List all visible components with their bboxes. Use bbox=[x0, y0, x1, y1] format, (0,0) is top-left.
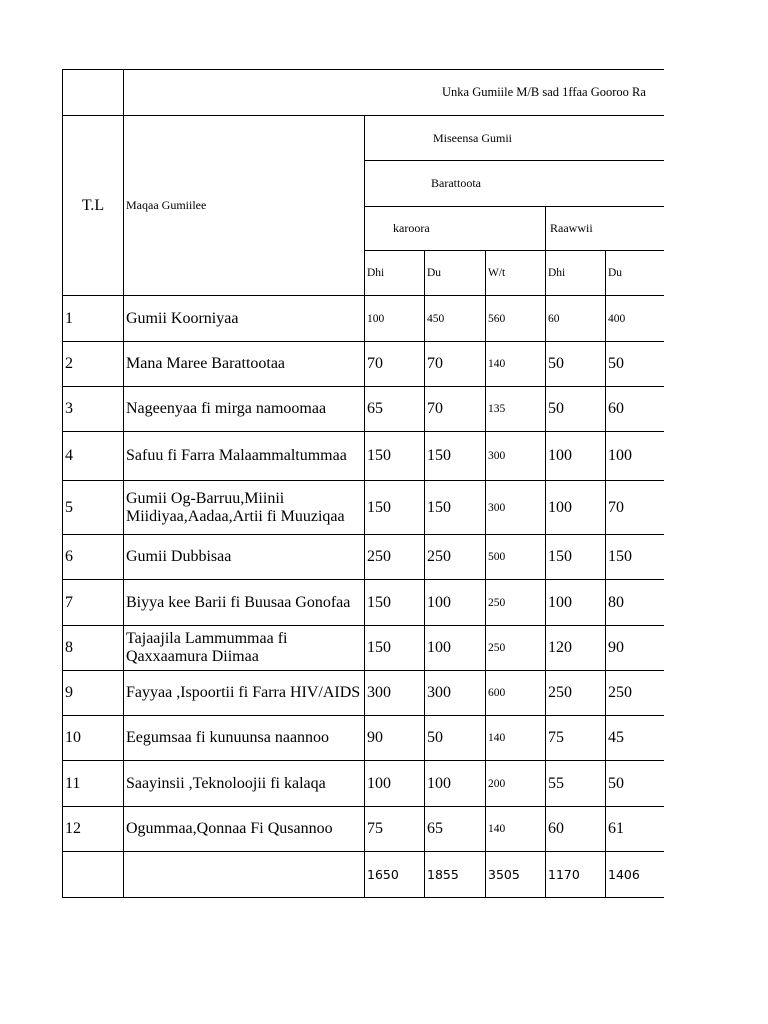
cell-r-du: 50 bbox=[606, 761, 665, 807]
cell-k-wt: 500 bbox=[486, 535, 546, 580]
table-row bbox=[63, 716, 665, 761]
cell-r-dhi: 100 bbox=[546, 481, 606, 535]
cell-k-dhi: 90 bbox=[365, 716, 425, 761]
cell-r-dhi: 50 bbox=[546, 342, 606, 387]
cell-k-du: 150 bbox=[425, 432, 486, 481]
cell-k-dhi: 75 bbox=[365, 807, 425, 852]
gumii-name: Fayyaa ,Ispoortii fi Farra HIV/AIDS bbox=[124, 671, 365, 716]
header-raawwii-du: Du bbox=[606, 251, 665, 296]
totals-row bbox=[63, 852, 665, 898]
total-k-wt: 3505 bbox=[486, 852, 546, 898]
cell-k-du: 150 bbox=[425, 481, 486, 535]
row-number: 10 bbox=[63, 716, 124, 761]
table-row bbox=[63, 432, 665, 481]
cell-k-du: 70 bbox=[425, 342, 486, 387]
cell-r-du: 45 bbox=[606, 716, 665, 761]
cell-r-dhi: 100 bbox=[546, 580, 606, 626]
row-number: 8 bbox=[63, 626, 124, 671]
row-number: 4 bbox=[63, 432, 124, 481]
cell-k-du: 300 bbox=[425, 671, 486, 716]
total-r-du: 1406 bbox=[606, 852, 665, 898]
cell-r-dhi: 60 bbox=[546, 296, 606, 342]
spreadsheet-viewport bbox=[62, 69, 664, 902]
cell-k-du: 70 bbox=[425, 387, 486, 432]
gumii-name: Ogummaa,Qonnaa Fi Qusannoo bbox=[124, 807, 365, 852]
cell-k-du: 65 bbox=[425, 807, 486, 852]
cell-k-wt: 250 bbox=[486, 626, 546, 671]
row-number: 12 bbox=[63, 807, 124, 852]
cell-k-du: 100 bbox=[425, 580, 486, 626]
corner-cell bbox=[63, 70, 124, 116]
cell-r-du: 61 bbox=[606, 807, 665, 852]
row-number: 3 bbox=[63, 387, 124, 432]
table-row bbox=[63, 296, 665, 342]
cell-r-du: 90 bbox=[606, 626, 665, 671]
table-row bbox=[63, 671, 665, 716]
row-number: 5 bbox=[63, 481, 124, 535]
cell-r-du: 80 bbox=[606, 580, 665, 626]
cell-r-dhi: 60 bbox=[546, 807, 606, 852]
total-k-dhi: 1650 bbox=[365, 852, 425, 898]
row-number: 2 bbox=[63, 342, 124, 387]
row-number: 7 bbox=[63, 580, 124, 626]
gumii-name: Safuu fi Farra Malaammaltummaa bbox=[124, 432, 365, 481]
cell-k-wt: 200 bbox=[486, 761, 546, 807]
header-tl: T.L bbox=[63, 116, 124, 296]
row-number: 6 bbox=[63, 535, 124, 580]
table-row bbox=[63, 626, 665, 671]
gumii-name: Gumii Dubbisaa bbox=[124, 535, 365, 580]
cell-k-du: 250 bbox=[425, 535, 486, 580]
table-row bbox=[63, 387, 665, 432]
cell-k-wt: 140 bbox=[486, 716, 546, 761]
cell-r-dhi: 250 bbox=[546, 671, 606, 716]
header-barattoota: Barattoota bbox=[365, 161, 665, 207]
cell-r-du: 250 bbox=[606, 671, 665, 716]
cell-r-du: 150 bbox=[606, 535, 665, 580]
gumii-name: Gumii Og-Barruu,Miinii Miidiyaa,Aadaa,Artii fi Muuziqaa bbox=[124, 481, 365, 535]
header-raawwii: Raawwii bbox=[546, 207, 665, 251]
cell-k-dhi: 150 bbox=[365, 481, 425, 535]
header-karoora-dhi: Dhi bbox=[365, 251, 425, 296]
gumii-name: Eegumsaa fi kunuunsa naannoo bbox=[124, 716, 365, 761]
cell-k-wt: 300 bbox=[486, 432, 546, 481]
gumii-name: Saayinsii ,Teknoloojii fi kalaqa bbox=[124, 761, 365, 807]
cell-r-dhi: 55 bbox=[546, 761, 606, 807]
cell-r-dhi: 120 bbox=[546, 626, 606, 671]
cell-k-wt: 135 bbox=[486, 387, 546, 432]
table-row bbox=[63, 535, 665, 580]
cell-r-du: 50 bbox=[606, 342, 665, 387]
row-number: 9 bbox=[63, 671, 124, 716]
cell-k-wt: 560 bbox=[486, 296, 546, 342]
totals-empty-no bbox=[63, 852, 124, 898]
cell-k-wt: 140 bbox=[486, 342, 546, 387]
cell-r-dhi: 150 bbox=[546, 535, 606, 580]
header-karoora: karoora bbox=[365, 207, 546, 251]
cell-k-wt: 140 bbox=[486, 807, 546, 852]
cell-k-du: 100 bbox=[425, 761, 486, 807]
cell-r-dhi: 100 bbox=[546, 432, 606, 481]
cell-k-dhi: 150 bbox=[365, 626, 425, 671]
gumii-table bbox=[62, 69, 664, 898]
cell-k-dhi: 70 bbox=[365, 342, 425, 387]
cell-k-wt: 300 bbox=[486, 481, 546, 535]
header-name: Maqaa Gumiilee bbox=[124, 116, 365, 296]
cell-r-du: 70 bbox=[606, 481, 665, 535]
cell-k-du: 100 bbox=[425, 626, 486, 671]
cell-k-dhi: 150 bbox=[365, 580, 425, 626]
cell-k-dhi: 65 bbox=[365, 387, 425, 432]
gumii-name: Mana Maree Barattootaa bbox=[124, 342, 365, 387]
cell-k-du: 50 bbox=[425, 716, 486, 761]
cell-r-du: 60 bbox=[606, 387, 665, 432]
row-number: 1 bbox=[63, 296, 124, 342]
total-k-du: 1855 bbox=[425, 852, 486, 898]
row-number: 11 bbox=[63, 761, 124, 807]
cell-k-dhi: 100 bbox=[365, 296, 425, 342]
table-row bbox=[63, 481, 665, 535]
header-raawwii-dhi: Dhi bbox=[546, 251, 606, 296]
cell-k-du: 450 bbox=[425, 296, 486, 342]
cell-k-dhi: 300 bbox=[365, 671, 425, 716]
gumii-name: Tajaajila Lammummaa fi Qaxxaamura Diimaa bbox=[124, 626, 365, 671]
gumii-name: Nageenyaa fi mirga namoomaa bbox=[124, 387, 365, 432]
cell-k-dhi: 100 bbox=[365, 761, 425, 807]
header-miseensa: Miseensa Gumii bbox=[365, 116, 665, 161]
header-karoora-wt: W/t bbox=[486, 251, 546, 296]
gumii-name: Biyya kee Barii fi Buusaa Gonofaa bbox=[124, 580, 365, 626]
cell-k-dhi: 150 bbox=[365, 432, 425, 481]
cell-r-dhi: 75 bbox=[546, 716, 606, 761]
cell-k-dhi: 250 bbox=[365, 535, 425, 580]
cell-r-du: 100 bbox=[606, 432, 665, 481]
table-row bbox=[63, 580, 665, 626]
table-row bbox=[63, 761, 665, 807]
cell-k-wt: 250 bbox=[486, 580, 546, 626]
total-r-dhi: 1170 bbox=[546, 852, 606, 898]
cell-r-dhi: 50 bbox=[546, 387, 606, 432]
cell-r-du: 400 bbox=[606, 296, 665, 342]
table-row bbox=[63, 807, 665, 852]
totals-empty-name bbox=[124, 852, 365, 898]
gumii-name: Gumii Koorniyaa bbox=[124, 296, 365, 342]
header-karoora-du: Du bbox=[425, 251, 486, 296]
table-title: Unka Gumiile M/B sad 1ffaa Gooroo Ra bbox=[124, 70, 665, 116]
table-row bbox=[63, 342, 665, 387]
cell-k-wt: 600 bbox=[486, 671, 546, 716]
